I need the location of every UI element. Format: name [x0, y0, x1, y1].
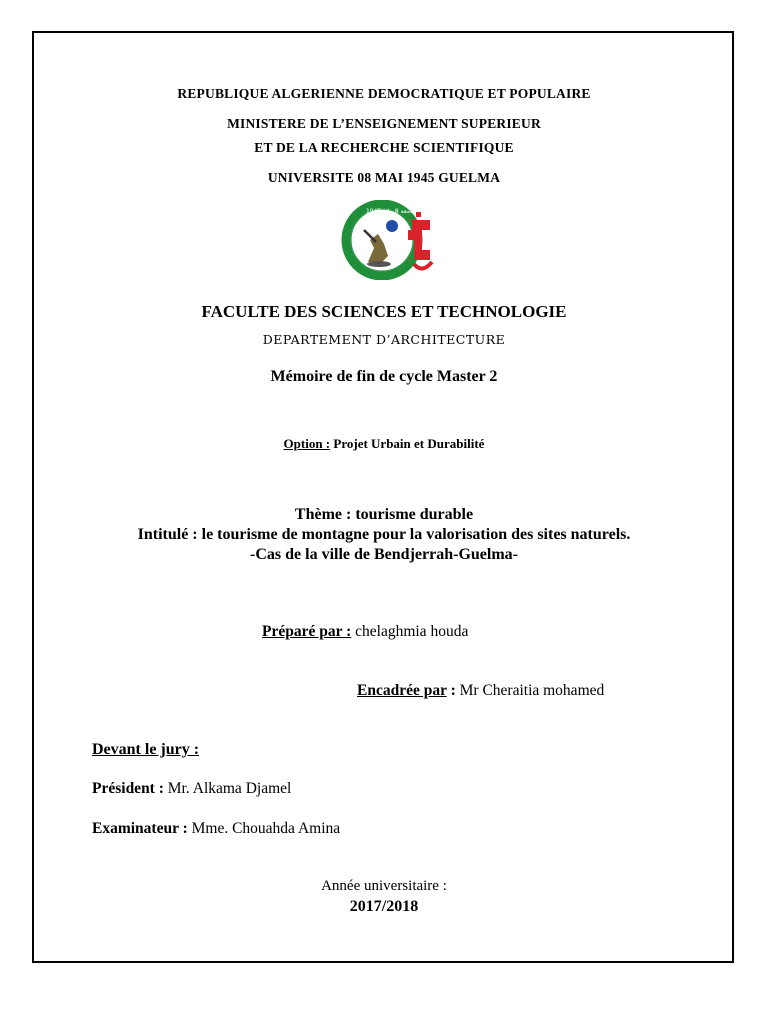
- annee-label: Année universitaire :: [321, 878, 447, 894]
- president-value: Mr. Alkama Djamel: [167, 780, 292, 797]
- svg-text:جامعة 8 ماي 1945: جامعة 8 ماي 1945: [366, 208, 416, 215]
- president-row: [92, 780, 291, 798]
- prepare-par-value: chelaghmia houda: [355, 623, 469, 640]
- faculte-title: FACULTE DES SCIENCES ET TECHNOLOGIE: [201, 302, 567, 321]
- intitule-line: Intitulé : le tourisme de montagne pour la valorisation des sites naturels.: [137, 526, 631, 543]
- cas-line: -Cas de la ville de Bendjerrah-Guelma-: [250, 546, 518, 563]
- prepare-par-row: [262, 623, 468, 641]
- jury-heading: Devant le jury :: [92, 741, 200, 758]
- encadre-par-row: [357, 682, 604, 700]
- option-line: [0, 436, 768, 452]
- theme-line: Thème : tourisme durable: [294, 506, 474, 523]
- encadre-par-label: Encadrée par: [357, 682, 447, 699]
- ministere-line-2: ET DE LA RECHERCHE SCIENTIFIQUE: [254, 140, 514, 155]
- examinateur-row: [92, 820, 340, 838]
- encadre-par-value: Mr Cheraitia mohamed: [459, 682, 605, 699]
- ministere-line-1: MINISTERE DE L’ENSEIGNEMENT SUPERIEUR: [227, 116, 541, 131]
- memoire-title: Mémoire de fin de cycle Master 2: [270, 368, 498, 385]
- encadre-par-sep: :: [446, 682, 456, 699]
- examinateur-value: Mme. Chouahda Amina: [191, 820, 341, 837]
- departement-line: DEPARTEMENT D’ARCHITECTURE: [262, 332, 506, 347]
- universite-line: UNIVERSITE 08 MAI 1945 GUELMA: [267, 170, 501, 185]
- examinateur-label: Examinateur :: [92, 820, 188, 837]
- option-value: Projet Urbain et Durabilité: [333, 436, 485, 451]
- annee-value: 2017/2018: [349, 898, 419, 915]
- republique-line: REPUBLIQUE ALGERIENNE DEMOCRATIQUE ET POPULAIRE: [177, 86, 591, 101]
- option-label: Option :: [283, 436, 331, 451]
- president-label: Président :: [92, 780, 164, 797]
- university-seal-icon: [330, 200, 438, 280]
- prepare-par-label: Préparé par :: [262, 623, 352, 640]
